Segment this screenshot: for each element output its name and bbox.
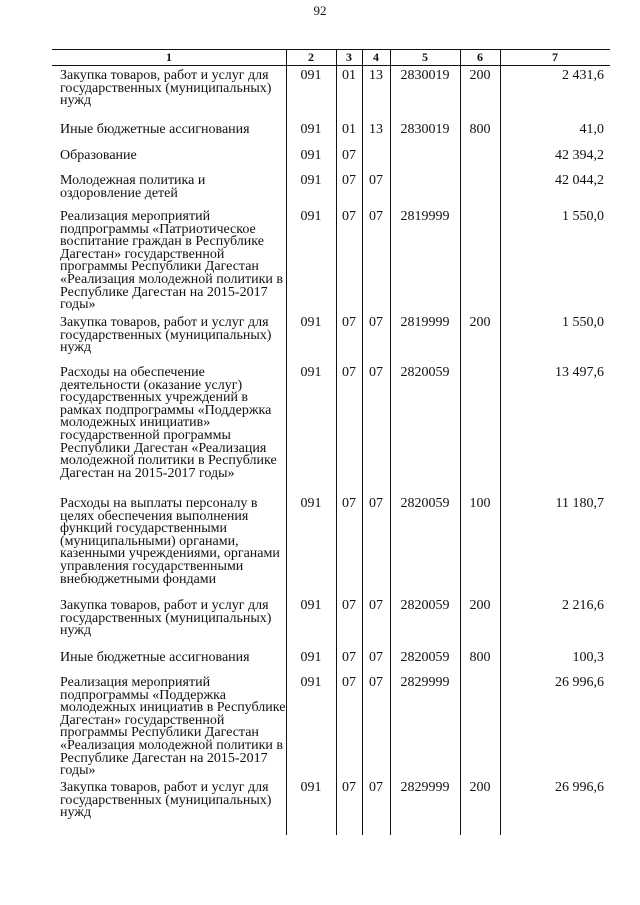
row-c3: 07 (342, 598, 356, 613)
column-divider (286, 49, 287, 835)
column-divider (500, 49, 501, 835)
row-c4: 07 (369, 209, 383, 224)
row-c2: 091 (300, 68, 322, 83)
row-c7: 2 216,6 (562, 598, 604, 613)
row-c2: 091 (300, 675, 322, 690)
header-col-4: 4 (373, 50, 379, 64)
row-c5: 2820059 (400, 650, 450, 665)
row-c2: 091 (300, 173, 322, 188)
row-c6: 200 (469, 598, 491, 613)
row-c5: 2830019 (400, 122, 450, 137)
row-c2: 091 (300, 496, 322, 511)
row-c6: 800 (469, 650, 491, 665)
row-c6: 200 (469, 780, 491, 795)
row-c6: 100 (469, 496, 491, 511)
row-c5: 2820059 (400, 365, 450, 380)
row-c4: 07 (369, 675, 383, 690)
row-name: Молодежная политика и оздоровление детей (60, 173, 206, 201)
row-c6: 200 (469, 315, 491, 330)
row-name: Расходы на выплаты персоналу в целях обеспечения выполнения функций государственными (муниципальными) органами, казенными учреждениями, органами управления государственными внебюджетными фондами (60, 496, 280, 587)
row-c3: 07 (342, 209, 356, 224)
row-c4: 13 (369, 122, 383, 137)
header-col-1: 1 (166, 50, 172, 64)
row-c7: 1 550,0 (562, 315, 604, 330)
row-c4: 13 (369, 68, 383, 83)
row-c7: 100,3 (572, 650, 604, 665)
row-c4: 07 (369, 650, 383, 665)
row-c3: 07 (342, 675, 356, 690)
row-c7: 26 996,6 (555, 675, 604, 690)
header-col-2: 2 (308, 50, 314, 64)
row-c2: 091 (300, 315, 322, 330)
row-c5: 2829999 (400, 780, 450, 795)
budget-table (52, 49, 610, 835)
row-c7: 1 550,0 (562, 209, 604, 224)
row-c2: 091 (300, 598, 322, 613)
row-name: Закупка товаров, работ и услуг для государственных (муниципальных) нужд (60, 780, 272, 821)
row-c3: 01 (342, 68, 356, 83)
row-c7: 2 431,6 (562, 68, 604, 83)
row-name: Образование (60, 148, 137, 163)
column-divider (460, 49, 461, 835)
row-c3: 07 (342, 365, 356, 380)
row-c6: 800 (469, 122, 491, 137)
row-c5: 2820059 (400, 598, 450, 613)
row-c7: 41,0 (579, 122, 604, 137)
row-name: Иные бюджетные ассигнования (60, 122, 250, 137)
row-c4: 07 (369, 315, 383, 330)
row-c3: 01 (342, 122, 356, 137)
row-c3: 07 (342, 650, 356, 665)
row-c4: 07 (369, 496, 383, 511)
table-header (52, 49, 610, 66)
column-divider (362, 49, 363, 835)
row-c5: 2820059 (400, 496, 450, 511)
row-c3: 07 (342, 496, 356, 511)
row-name: Закупка товаров, работ и услуг для государственных (муниципальных) нужд (60, 315, 272, 356)
row-c2: 091 (300, 122, 322, 137)
column-divider (390, 49, 391, 835)
row-c6: 200 (469, 68, 491, 83)
row-c7: 26 996,6 (555, 780, 604, 795)
header-col-7: 7 (552, 50, 558, 64)
page-number: 92 (313, 3, 327, 18)
row-c7: 11 180,7 (555, 496, 604, 511)
row-name: Реализация мероприятий подпрограммы «Поддержка молодежных инициатив в Республике Дагестан» государственной программы Республики Дагестан «Реализация молодежной политики в Республике Дагестан на 2015-2017 годы» (60, 675, 286, 779)
row-c5: 2830019 (400, 68, 450, 83)
row-c3: 07 (342, 315, 356, 330)
row-c2: 091 (300, 780, 322, 795)
row-c2: 091 (300, 209, 322, 224)
row-c4: 07 (369, 780, 383, 795)
row-c3: 07 (342, 780, 356, 795)
header-col-6: 6 (477, 50, 483, 64)
row-c3: 07 (342, 148, 356, 163)
row-c5: 2819999 (400, 209, 450, 224)
row-name: Расходы на обеспечение деятельности (оказание услуг) государственных учреждений в рамках подпрограммы «Поддержка молодежных инициатив» государственной программы Республики Дагестан «Реализация молодежной политики в Республике Дагестан на 2015-2017 годы» (60, 365, 277, 481)
row-c5: 2829999 (400, 675, 450, 690)
row-name: Реализация мероприятий подпрограммы «Патриотическое воспитание граждан в Республике Дагестан» государственной программы Республики Дагестан «Реализация молодежной политики в Республике Дагестан на 2015-2017 годы» (60, 209, 284, 313)
header-col-5: 5 (422, 50, 428, 64)
row-c4: 07 (369, 598, 383, 613)
row-name: Закупка товаров, работ и услуг для государственных (муниципальных) нужд (60, 68, 272, 109)
row-c7: 42 394,2 (555, 148, 604, 163)
row-c7: 42 044,2 (555, 173, 604, 188)
row-c2: 091 (300, 148, 322, 163)
row-c4: 07 (369, 365, 383, 380)
header-col-3: 3 (346, 50, 352, 64)
row-c2: 091 (300, 365, 322, 380)
row-c4: 07 (369, 173, 383, 188)
column-divider (336, 49, 337, 835)
row-c7: 13 497,6 (555, 365, 604, 380)
row-c5: 2819999 (400, 315, 450, 330)
row-c3: 07 (342, 173, 356, 188)
row-name: Закупка товаров, работ и услуг для государственных (муниципальных) нужд (60, 598, 272, 639)
row-name: Иные бюджетные ассигнования (60, 650, 250, 665)
row-c2: 091 (300, 650, 322, 665)
